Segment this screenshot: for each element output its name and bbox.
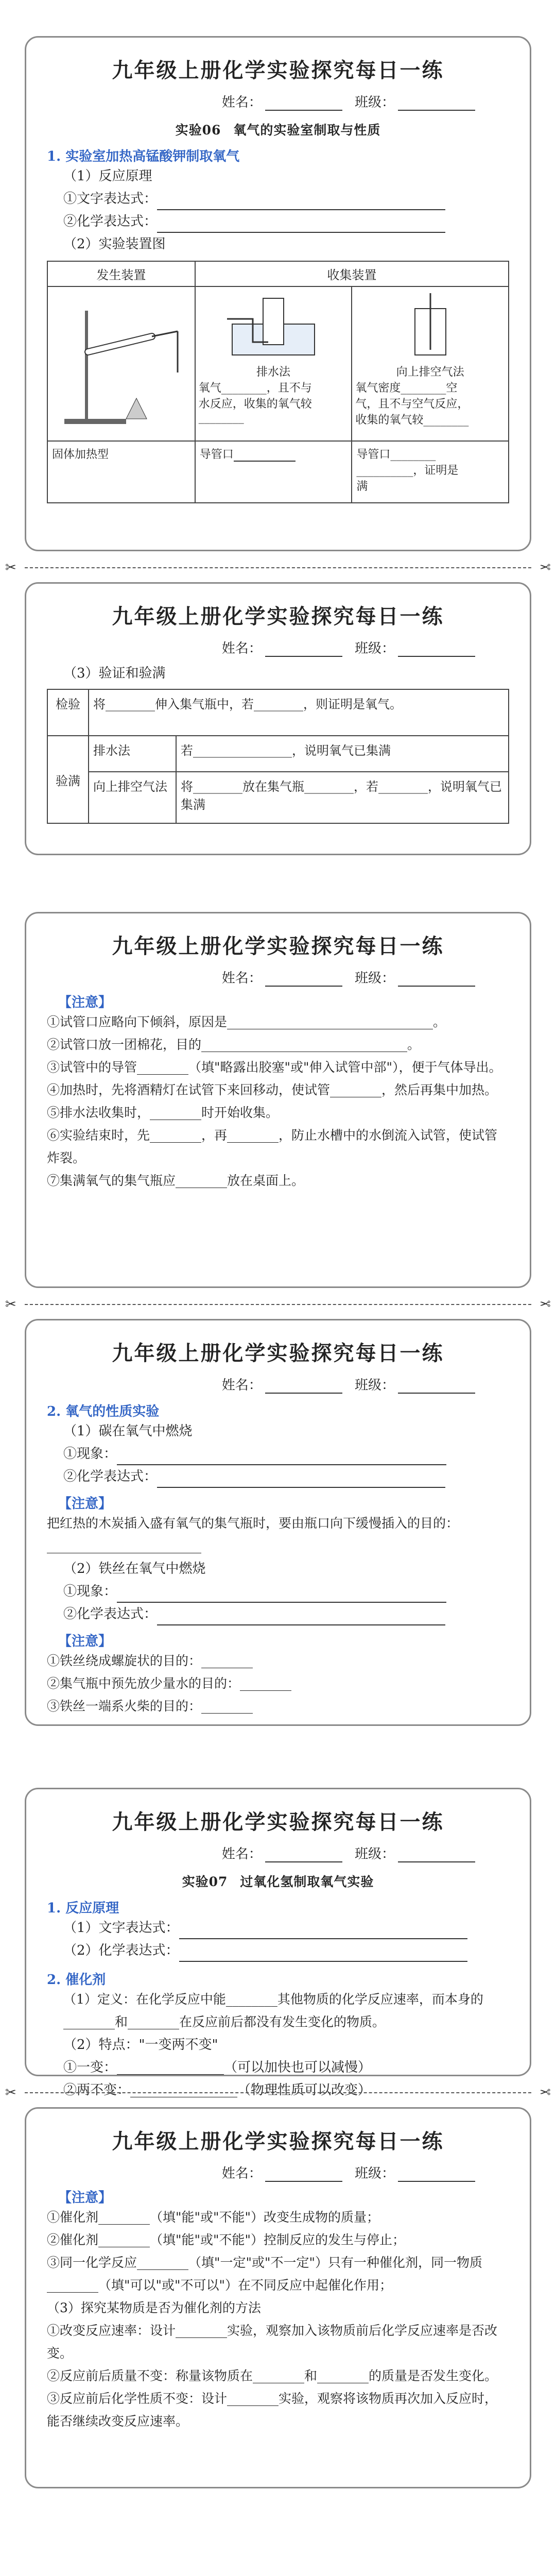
question-line: ①一变：________________（可以加快也可以减慢） — [63, 2060, 372, 2075]
table-cell: 检验 — [47, 689, 89, 736]
question-line: ②化学表达式： — [47, 1465, 509, 1488]
question-line: （1）碳在氧气中燃烧 — [63, 1423, 193, 1439]
table-cell: 将________放在集气瓶________，若________，说明氧气已集满 — [176, 772, 509, 823]
note-line: ①催化剂________（填"能"或"不能"）改变生成物的质量； — [47, 2210, 379, 2225]
table-cell: 排水法 — [89, 736, 176, 772]
air-collection-cell: 向上排空气法 氧气密度________空 气，且不与空气反应， 收集的氧气较________ — [352, 286, 509, 441]
table-cell: 导管口________ __________，证明是 满 — [352, 441, 509, 503]
class-field[interactable] — [398, 1381, 475, 1394]
name-field[interactable] — [265, 98, 342, 111]
scissors-icon: ✂ — [540, 1297, 551, 1312]
name-class-row: 姓名： 班级： — [47, 1375, 509, 1394]
experiment-title: 实验07 过氧化氢制取氧气实验 — [182, 1874, 374, 1889]
note-line: ③试管中的导管________（填"略露出胶塞"或"伸入试管中部"），便于气体导出。 — [47, 1060, 502, 1075]
gas-jar-icon — [389, 293, 472, 360]
page-title: 九年级上册化学实验探究每日一练 — [112, 2129, 444, 2154]
question-line: ①文字表达式： — [47, 188, 509, 210]
page-title: 九年级上册化学实验探究每日一练 — [112, 58, 444, 82]
page-title: 九年级上册化学实验探究每日一练 — [112, 1341, 444, 1365]
cut-line — [5, 562, 551, 574]
name-field[interactable] — [265, 1381, 342, 1394]
name-field[interactable] — [265, 645, 342, 657]
note-line: ④加热时，先将酒精灯在试管下来回移动，使试管________，然后再集中加热。 — [47, 1082, 498, 1097]
note-line: ⑦集满氧气的集气瓶应________放在桌面上。 — [47, 1173, 305, 1188]
worksheet-card-5 — [25, 1788, 531, 2098]
scissors-icon: ✂ — [540, 560, 551, 575]
name-field[interactable] — [265, 1850, 342, 1862]
note-line: ①改变反应速率：设计________实验，观察加入该物质前后化学反应速率是否改变。 — [47, 2323, 498, 2361]
scissors-icon: ✂ — [5, 1297, 16, 1312]
note-line: ②试管口放一团棉花，目的________________________________。 — [47, 1037, 421, 1052]
question-line: （2）铁丝在氧气中燃烧 — [63, 1561, 206, 1577]
question-line: ①现象： — [47, 1443, 509, 1465]
class-field[interactable] — [398, 2170, 475, 2182]
section-heading: 2. 催化剂 — [47, 1972, 106, 1988]
scissors-icon: ✂ — [540, 2085, 551, 2100]
water-collection-cell: 排水法 氧气________，且不与 水反应，收集的氧气较 ________ — [195, 286, 352, 441]
cut-line — [5, 1298, 551, 1311]
note-line: ①试管口应略向下倾斜，原因是________________________________。 — [47, 1014, 446, 1029]
water-trough-icon — [222, 293, 325, 360]
class-field[interactable] — [398, 645, 475, 657]
worksheet-card-4 — [25, 1319, 531, 1726]
note-line: ②集气瓶中预先放少量水的目的：________ — [47, 1676, 292, 1691]
question-line: （2）化学表达式： — [47, 1939, 509, 1962]
name-field[interactable] — [265, 2170, 342, 2182]
note-line: （1）定义：在化学反应中能________其他物质的化学反应速率，而本身的________和________在反应前后都没有发生变化的物质。 — [63, 1992, 483, 2029]
note-line: ②反应前后质量不变：称量该物质在________和________的质量是否发生变化。 — [47, 2368, 498, 2383]
note-line: 把红热的木炭插入盛有氧气的集气瓶时，要由瓶口向下缓慢插入的目的：________________________ — [47, 1516, 459, 1553]
generator-figure — [47, 286, 195, 441]
table-cell: 固体加热型 — [47, 441, 195, 503]
scissors-icon: ✂ — [5, 2085, 16, 2100]
question-line: ②化学表达式： — [47, 210, 509, 233]
cut-line — [5, 2087, 551, 2099]
note-line: ③同一化学反应________（填"一定"或"不一定"）只有一种催化剂，同一物质________（填"可以"或"不可以"）在不同反应中起催化作用； — [47, 2255, 482, 2293]
page-title: 九年级上册化学实验探究每日一练 — [112, 1810, 444, 1834]
name-field[interactable] — [265, 974, 342, 987]
question-line: （1）文字表达式： — [47, 1917, 509, 1939]
experiment-title: 实验06 氧气的实验室制取与性质 — [175, 123, 381, 138]
class-field[interactable] — [398, 974, 475, 987]
note-line: ⑤排水法收集时，________时开始收集。 — [47, 1105, 279, 1120]
note-line: ⑥实验结束时，先________，再________，防止水槽中的水倒流入试管，使试管炸裂。 — [47, 1128, 498, 1165]
worksheet-card-3 — [25, 912, 531, 1288]
name-class-row: 姓名： 班级： — [47, 2163, 509, 2182]
question-line: （2）特点："一变两不变" — [63, 2037, 218, 2053]
note-heading: 【注意】 — [58, 2190, 112, 2206]
note-line: ③铁丝一端系火柴的目的：________ — [47, 1699, 253, 1714]
name-class-row: 姓名： 班级： — [47, 638, 509, 657]
question-line: （2）实验装置图 — [63, 236, 166, 252]
note-line: ②催化剂________（填"能"或"不能"）控制反应的发生与停止； — [47, 2232, 405, 2247]
section-heading: 1. 实验室加热高锰酸钾制取氧气 — [47, 149, 240, 164]
note-line: （3）探究某物质是否为催化剂的方法 — [47, 2300, 261, 2315]
question-line: （1）反应原理 — [63, 168, 152, 184]
worksheet-card-6 — [25, 2107, 531, 2488]
page-title: 九年级上册化学实验探究每日一练 — [112, 934, 444, 958]
name-class-row: 姓名： 班级： — [47, 968, 509, 987]
section-heading: 2. 氧气的性质实验 — [47, 1404, 160, 1419]
table-cell: 向上排空气法 — [89, 772, 176, 823]
worksheet-card-1 — [25, 36, 531, 551]
question-line: ②化学表达式： — [47, 1603, 509, 1625]
section-heading: 1. 反应原理 — [47, 1901, 119, 1916]
table-cell: 将________伸入集气瓶中，若________，则证明是氧气。 — [89, 689, 509, 736]
note-line: ①铁丝绕成螺旋状的目的：________ — [47, 1653, 253, 1668]
question-line: （3）验证和验满 — [63, 666, 166, 681]
table-cell: 验满 — [47, 736, 89, 823]
note-heading: 【注意】 — [58, 1634, 112, 1649]
table-cell: 若________________，说明氧气已集满 — [176, 736, 509, 772]
worksheet-card-2 — [25, 582, 531, 855]
name-class-row: 姓名： 班级： — [47, 92, 509, 111]
note-heading: 【注意】 — [58, 1496, 112, 1512]
verification-table — [47, 689, 509, 824]
heating-apparatus-icon — [54, 290, 188, 434]
table-cell: 导管口 — [195, 441, 352, 503]
note-line: ③反应前后化学性质不变：设计________实验，观察将该物质再次加入反应时，能否继续改变反应速率。 — [47, 2391, 498, 2429]
question-line: ②两不变：________________（物理性质可以改变） — [63, 2082, 372, 2098]
name-class-row: 姓名： 班级： — [47, 1843, 509, 1862]
class-field[interactable] — [398, 1850, 475, 1862]
table-header: 发生装置 — [47, 261, 195, 286]
table-header: 收集装置 — [195, 261, 509, 286]
note-heading: 【注意】 — [58, 995, 112, 1010]
apparatus-table — [47, 261, 509, 503]
question-line: ①现象： — [47, 1580, 509, 1603]
page-title: 九年级上册化学实验探究每日一练 — [112, 604, 444, 629]
scissors-icon: ✂ — [5, 560, 16, 575]
class-field[interactable] — [398, 98, 475, 111]
